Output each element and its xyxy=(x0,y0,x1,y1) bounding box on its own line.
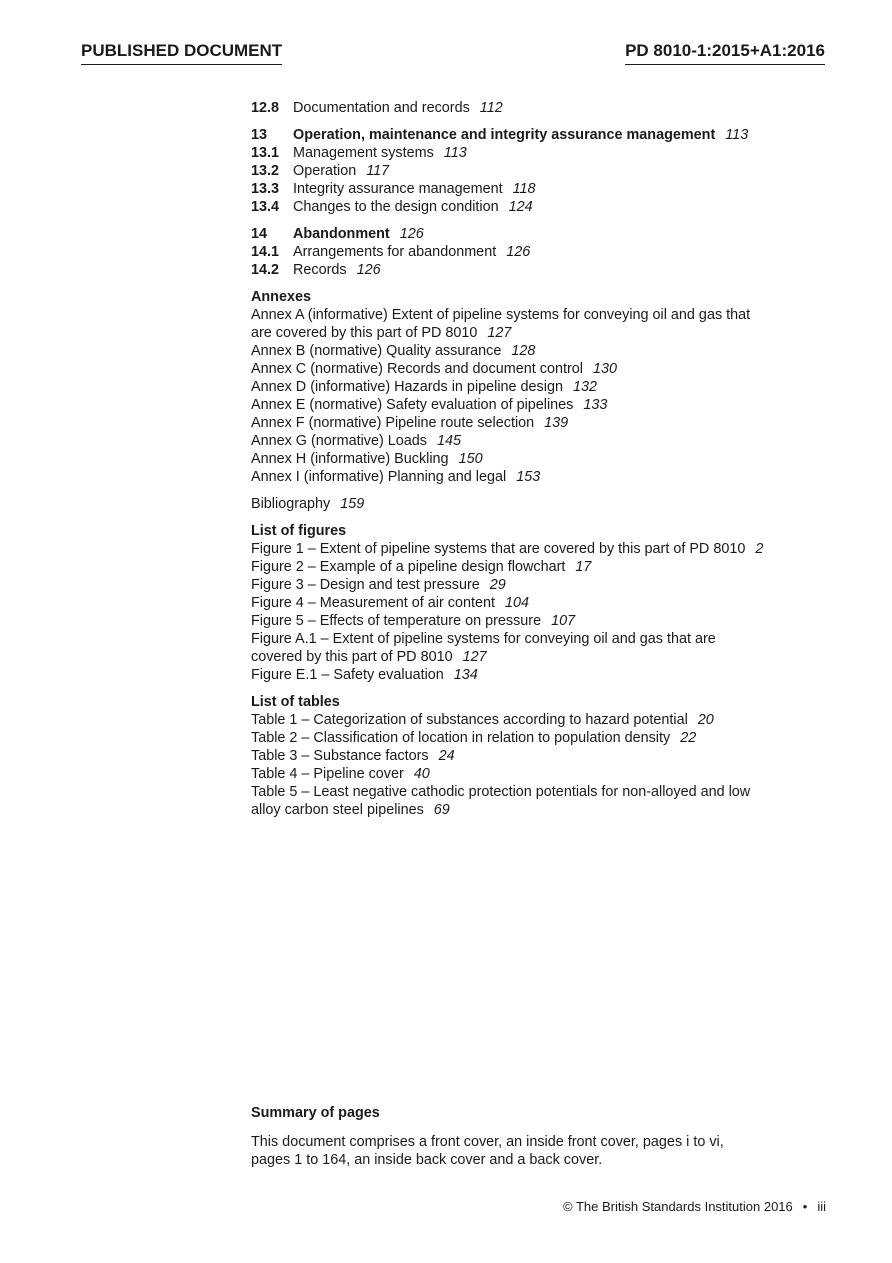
annex-entry-title: Annex E (normative) Safety evaluation of pipelines xyxy=(251,397,574,413)
toc-entry-title: Records xyxy=(293,262,347,278)
bibliography-entry[interactable] xyxy=(251,495,831,513)
figure-entry[interactable] xyxy=(251,666,831,684)
toc-entry-page: 126 xyxy=(356,262,381,278)
toc-entry-title: Operation, maintenance and integrity assurance management xyxy=(293,127,716,143)
annex-entry-line xyxy=(251,324,831,342)
figure-entry[interactable] xyxy=(251,540,831,558)
toc-entry-text xyxy=(293,180,536,198)
figure-entry-title: Figure 5 – Effects of temperature on pressure xyxy=(251,613,542,629)
toc-entry-number: 13 xyxy=(251,127,268,143)
figure-entry-page: 127 xyxy=(462,649,487,665)
toc-entry-text xyxy=(293,144,467,162)
figure-entry-title: Figure 1 – Extent of pipeline systems that are covered by this part of PD 8010 xyxy=(251,541,746,557)
annexes-section xyxy=(251,288,831,486)
figure-entry[interactable] xyxy=(251,576,831,594)
toc-entry[interactable] xyxy=(251,180,831,198)
summary-text xyxy=(251,1133,831,1169)
tables-heading: List of tables xyxy=(251,694,340,710)
table-entry-page: 20 xyxy=(697,712,714,728)
toc-entry-page: 113 xyxy=(725,127,749,143)
toc-entry-number: 12.8 xyxy=(251,100,280,116)
table-entry-title-cont: alloy carbon steel pipelines xyxy=(251,802,424,818)
figure-entry-page: 17 xyxy=(575,559,592,575)
table-entry-line xyxy=(251,783,831,801)
toc-entry[interactable] xyxy=(251,198,831,216)
annex-entry-page: 139 xyxy=(544,415,569,431)
toc-entry-page: 124 xyxy=(508,199,533,215)
annex-entry[interactable] xyxy=(251,450,831,468)
table-entry[interactable] xyxy=(251,729,831,747)
annex-entry[interactable] xyxy=(251,306,831,342)
bibliography-page: 159 xyxy=(340,496,365,512)
toc-entry-page: 117 xyxy=(366,163,390,179)
annex-entry-page: 130 xyxy=(592,361,617,377)
toc-entry-number: 13.2 xyxy=(251,163,280,179)
annex-entry[interactable] xyxy=(251,396,831,414)
tables-section xyxy=(251,693,831,819)
annex-entry[interactable] xyxy=(251,378,831,396)
toc-entry-title: Integrity assurance management xyxy=(293,181,503,197)
annex-entry-title: Annex F (normative) Pipeline route selection xyxy=(251,415,535,431)
page-footer xyxy=(563,1198,826,1216)
annex-entry-page: 153 xyxy=(516,469,541,485)
table-entry-title: Table 5 – Least negative cathodic protection potentials for non-alloyed and low xyxy=(251,784,751,800)
toc-entry-text xyxy=(293,225,424,243)
bibliography-title: Bibliography xyxy=(251,496,331,512)
annex-entry-title: Annex B (normative) Quality assurance xyxy=(251,343,502,359)
table-entry-title: Table 4 – Pipeline cover xyxy=(251,766,404,782)
annex-entry-page: 133 xyxy=(583,397,608,413)
header-left: PUBLISHED DOCUMENT xyxy=(81,40,282,65)
annex-entry[interactable] xyxy=(251,414,831,432)
annex-entry[interactable] xyxy=(251,342,831,360)
toc-entry-number: 14.2 xyxy=(251,262,280,278)
figure-entry[interactable] xyxy=(251,612,831,630)
annex-entry-page: 127 xyxy=(487,325,512,341)
toc-entry-number: 13.3 xyxy=(251,181,280,197)
annexes-list xyxy=(251,306,831,486)
toc-block-12 xyxy=(251,99,831,117)
summary-line-1: This document comprises a front cover, an inside front cover, pages i to vi, xyxy=(251,1134,724,1150)
figure-entry[interactable] xyxy=(251,594,831,612)
table-entry-page: 40 xyxy=(413,766,430,782)
figures-section xyxy=(251,522,831,684)
table-entry-page: 22 xyxy=(680,730,697,746)
toc-entry-text xyxy=(293,261,381,279)
figure-entry-page: 104 xyxy=(504,595,529,611)
annex-entry-title: Annex I (informative) Planning and legal xyxy=(251,469,507,485)
annex-entry-title: Annex C (normative) Records and document control xyxy=(251,361,583,377)
table-entry-title: Table 3 – Substance factors xyxy=(251,748,429,764)
annex-entry-page: 132 xyxy=(572,379,597,395)
toc-entry-text xyxy=(293,99,503,117)
table-entry-title: Table 1 – Categorization of substances according to hazard potential xyxy=(251,712,688,728)
annex-entry-title: Annex D (informative) Hazards in pipeline design xyxy=(251,379,563,395)
figure-entry-title: Figure 4 – Measurement of air content xyxy=(251,595,495,611)
toc-entry-number: 13.1 xyxy=(251,145,280,161)
figure-entry-page: 107 xyxy=(551,613,576,629)
toc-entry[interactable] xyxy=(251,162,831,180)
figures-heading: List of figures xyxy=(251,523,347,539)
figure-entry-title: Figure 2 – Example of a pipeline design flowchart xyxy=(251,559,566,575)
toc-entry-number: 14 xyxy=(251,226,268,242)
toc-entry-title: Management systems xyxy=(293,145,434,161)
figure-entry-page: 2 xyxy=(755,541,764,557)
toc-block-14 xyxy=(251,225,831,279)
toc-entry[interactable] xyxy=(251,99,831,117)
figure-entry-title: Figure 3 – Design and test pressure xyxy=(251,577,480,593)
header-right: PD 8010-1:2015+A1:2016 xyxy=(625,40,825,65)
figure-entry-line xyxy=(251,630,831,648)
tables-list xyxy=(251,711,831,819)
footer-page-number: iii xyxy=(817,1199,826,1214)
figures-list xyxy=(251,540,831,684)
annex-entry[interactable] xyxy=(251,360,831,378)
table-entry[interactable] xyxy=(251,711,831,729)
toc-entry-page: 113 xyxy=(443,145,467,161)
toc-entry-text xyxy=(293,243,530,261)
toc-entry-page: 126 xyxy=(506,244,531,260)
annex-entry-line xyxy=(251,306,831,324)
table-entry[interactable] xyxy=(251,765,831,783)
toc-entry-title: Changes to the design condition xyxy=(293,199,499,215)
toc-entry[interactable] xyxy=(251,126,831,144)
table-entry[interactable] xyxy=(251,783,831,819)
summary-line-2: pages 1 to 164, an inside back cover and a back cover. xyxy=(251,1152,603,1168)
toc-entry-title: Abandonment xyxy=(293,226,390,242)
figure-entry[interactable] xyxy=(251,630,831,666)
toc-entry-title: Arrangements for abandonment xyxy=(293,244,497,260)
toc-entry-title: Documentation and records xyxy=(293,100,470,116)
toc-entry[interactable] xyxy=(251,225,831,243)
figure-entry-title-cont: covered by this part of PD 8010 xyxy=(251,649,453,665)
table-entry-title: Table 2 – Classification of location in relation to population density xyxy=(251,730,671,746)
table-entry[interactable] xyxy=(251,747,831,765)
toc-entry-number: 13.4 xyxy=(251,199,280,215)
figure-entry[interactable] xyxy=(251,558,831,576)
figure-entry-title: Figure E.1 – Safety evaluation xyxy=(251,667,444,683)
toc-entry[interactable] xyxy=(251,144,831,162)
toc-entry-text xyxy=(293,198,533,216)
toc-entry-page: 118 xyxy=(512,181,536,197)
footer-bullet: • xyxy=(802,1199,808,1214)
annex-entry-page: 150 xyxy=(458,451,483,467)
toc-entry-text xyxy=(293,162,389,180)
footer-copyright: © The British Standards Institution 2016 xyxy=(563,1199,793,1214)
toc-entry-page: 112 xyxy=(479,100,503,116)
figure-entry-title: Figure A.1 – Extent of pipeline systems for conveying oil and gas that are xyxy=(251,631,716,647)
annex-entry-title: Annex H (informative) Buckling xyxy=(251,451,449,467)
toc-entry[interactable] xyxy=(251,261,831,279)
table-entry-page: 69 xyxy=(433,802,450,818)
annex-entry-page: 128 xyxy=(511,343,536,359)
table-of-contents xyxy=(251,99,831,819)
summary-heading: Summary of pages xyxy=(251,1105,380,1121)
annex-entry-title-cont: are covered by this part of PD 8010 xyxy=(251,325,478,341)
toc-entry-title: Operation xyxy=(293,163,357,179)
annex-entry-title: Annex G (normative) Loads xyxy=(251,433,427,449)
toc-entry-page: 126 xyxy=(399,226,424,242)
annex-entry[interactable] xyxy=(251,432,831,450)
toc-entry-number: 14.1 xyxy=(251,244,280,260)
annexes-heading: Annexes xyxy=(251,289,311,305)
toc-block-13 xyxy=(251,126,831,216)
summary-of-pages xyxy=(251,1104,831,1169)
toc-entry-text xyxy=(293,126,748,144)
annex-entry-title: Annex A (informative) Extent of pipeline systems for conveying oil and gas that xyxy=(251,307,751,323)
toc-entry[interactable] xyxy=(251,243,831,261)
annex-entry[interactable] xyxy=(251,468,831,486)
figure-entry-page: 134 xyxy=(453,667,478,683)
annex-entry-page: 145 xyxy=(436,433,461,449)
figure-entry-line xyxy=(251,648,831,666)
figure-entry-page: 29 xyxy=(489,577,506,593)
table-entry-page: 24 xyxy=(438,748,455,764)
table-entry-line xyxy=(251,801,831,819)
